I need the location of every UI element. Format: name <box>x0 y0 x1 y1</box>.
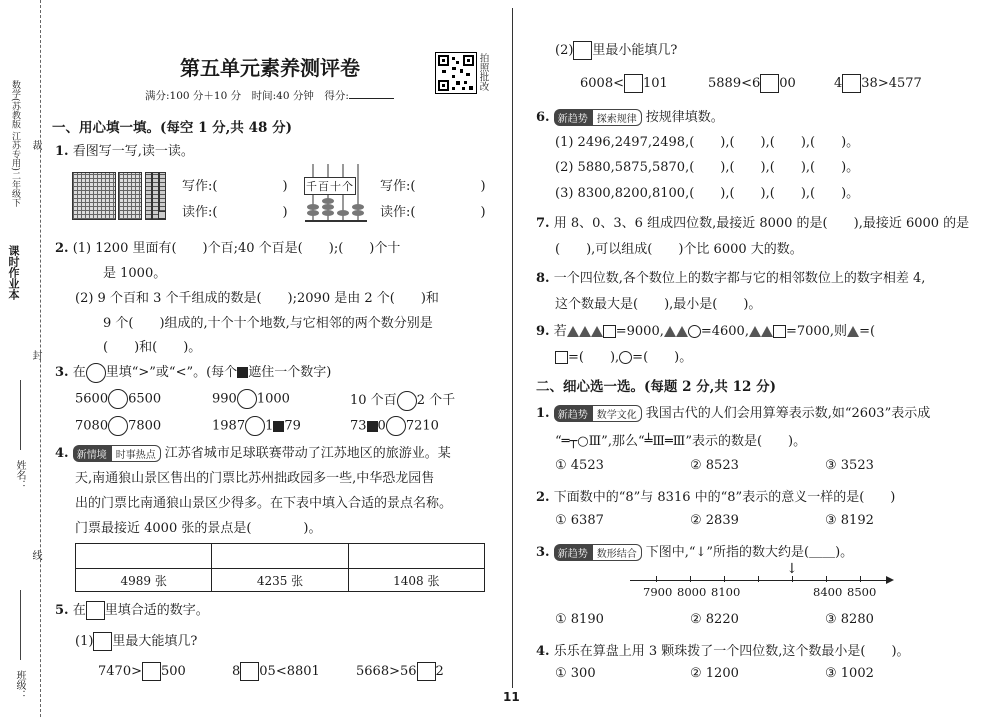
axis-label: 8000 <box>677 585 707 599</box>
answer-box[interactable] <box>417 662 436 681</box>
c2-stem: 2. 下面数中的“8”与 8316 中的“8”表示的意义一样的是( ) <box>536 490 896 505</box>
cut-label: 裁 <box>30 140 41 150</box>
binding-sidebar <box>0 0 44 717</box>
line-label: 线 <box>30 550 41 560</box>
cover-square-icon <box>237 367 248 378</box>
axis-label: 8500 <box>847 585 877 599</box>
triangle-icon <box>761 326 773 337</box>
q5-sub1-stem: (1) 里最大能填几? <box>75 634 198 649</box>
q7-line2: ( ),可以组成( )个比 6000 大的数。 <box>555 242 803 257</box>
q6-line-1: (1) 2496,2497,2498,( ),( ),( ),( )。 <box>555 135 860 150</box>
q5-sub2-item-2: 5889<6 00 <box>708 76 796 91</box>
q2-line3: (2) 9 个百和 3 个千组成的数是( );2090 是由 2 个( )和 <box>75 291 439 306</box>
seal-label: 封 <box>30 350 41 360</box>
c3-option-3[interactable]: ③ 8280 <box>825 612 874 627</box>
q3-stem: 3. 在 里填“>”或“<”。(每个 遮住一个数字) <box>55 361 331 383</box>
c1-option-3[interactable]: ③ 3523 <box>825 458 874 473</box>
answer-circle[interactable] <box>397 391 417 411</box>
q3-item-1: 5600 6500 <box>75 389 161 409</box>
triangle-icon <box>847 326 859 337</box>
answer-box[interactable] <box>760 74 779 93</box>
q4-line1: 4. 新情境 时事热点 江苏省城市足球联赛带动了江苏地区的旅游业。某 <box>55 446 451 461</box>
q1-write-1: 写作:( ) <box>182 179 288 194</box>
name-line <box>20 380 21 450</box>
attraction-cell[interactable] <box>76 544 212 569</box>
attraction-cell[interactable] <box>212 544 348 569</box>
axis-label: 7900 <box>643 585 673 599</box>
q5-sub1-item-3: 5668>56 2 <box>356 664 444 679</box>
q8-line2: 这个数最大是( ),最小是( )。 <box>555 297 762 312</box>
c3-stem: 3. 新趋势 数形结合 下图中,“↓”所指的数大约是(＿＿)。 <box>536 545 854 560</box>
triangle-icon <box>664 326 676 337</box>
qr-code-icon <box>435 52 477 94</box>
q3-item-5: 1987 1 79 <box>212 416 301 436</box>
exam-meta: 满分:100 分＋10 分 时间:40 分钟 得分: <box>145 88 394 103</box>
q4-line4: 门票最接近 4000 张的景点是( )。 <box>75 521 322 536</box>
c1-line1: 1. 新趋势 数学文化 我国古代的人们会用算筹表示数,如“2603”表示成 <box>536 406 931 421</box>
answer-circle[interactable] <box>386 416 406 436</box>
q5-stem: 5. 在 里填合适的数字。 <box>55 603 209 618</box>
c4-stem: 4. 乐乐在算盘上用 3 颗珠拨了一个四位数,这个数最小是( )。 <box>536 644 910 659</box>
answer-circle[interactable] <box>245 416 265 436</box>
answer-circle[interactable] <box>108 416 128 436</box>
answer-box[interactable] <box>842 74 861 93</box>
triangle-icon <box>567 326 579 337</box>
triangle-icon <box>579 326 591 337</box>
fold-line <box>40 0 41 717</box>
q3-item-3: 10 个百 2 个千 <box>350 389 455 411</box>
axis-label: 8100 <box>711 585 741 599</box>
q1-read-2: 读作:( ) <box>380 205 486 220</box>
q5-sub2-item-3: 4 38>4577 <box>834 76 922 91</box>
section2-heading: 二、细心选一选。(每题 2 分,共 12 分) <box>536 379 776 395</box>
class-line <box>20 590 21 660</box>
name-label: 姓名： <box>14 460 25 490</box>
c1-option-1[interactable]: ① 4523 <box>555 458 604 473</box>
tag-badge: 新趋势 数形结合 <box>554 544 642 561</box>
square-icon <box>555 351 568 364</box>
q2-line4: 9 个( )组成的,十个十个地数,与它相邻的两个数分别是 <box>103 316 433 331</box>
square-icon <box>773 325 786 338</box>
ticket-cell: 4989 张 <box>76 569 212 592</box>
tag-badge: 新趋势 探索规律 <box>554 109 642 126</box>
c4-option-2[interactable]: ② 1200 <box>690 666 739 681</box>
down-arrow-icon: ↓ <box>786 561 798 577</box>
triangle-icon <box>676 326 688 337</box>
q1-stem: 1. 看图写一写,读一读。 <box>55 144 194 159</box>
axis-label: 8400 <box>813 585 843 599</box>
q5-sub1-item-2: 8 05<8801 <box>232 664 320 679</box>
page-number: 11 <box>503 690 520 704</box>
c2-option-2[interactable]: ② 2839 <box>690 513 739 528</box>
q3-item-6: 73 0 7210 <box>350 416 439 436</box>
cover-square-icon <box>367 421 378 432</box>
table-row-tickets <box>76 569 485 592</box>
c2-option-3[interactable]: ③ 8192 <box>825 513 874 528</box>
q5-sub2-item-1: 6008< 101 <box>580 76 668 91</box>
column-divider <box>512 8 513 688</box>
tag-badge: 新趋势 数学文化 <box>554 405 642 422</box>
q3-item-2: 990 1000 <box>212 389 290 409</box>
section1-heading: 一、用心填一填。(每空 1 分,共 48 分) <box>52 120 292 136</box>
c1-line2: “═┬○Ⅲ”,那么“╧Ⅲ═Ⅲ”表示的数是( )。 <box>555 434 807 449</box>
q4-line3: 出的门票比南通狼山景区少得多。在下表中填入合适的景点名称。 <box>75 496 453 511</box>
answer-circle[interactable] <box>237 389 257 409</box>
answer-box[interactable] <box>240 662 259 681</box>
ticket-cell: 1408 张 <box>348 569 484 592</box>
q2-line2: 是 1000。 <box>103 266 167 281</box>
square-symbol-icon <box>86 601 105 620</box>
attraction-cell[interactable] <box>348 544 484 569</box>
c1-option-2[interactable]: ② 8523 <box>690 458 739 473</box>
triangle-icon <box>749 326 761 337</box>
c3-option-2[interactable]: ② 8220 <box>690 612 739 627</box>
c4-option-3[interactable]: ③ 1002 <box>825 666 874 681</box>
q3-item-4: 7080 7800 <box>75 416 161 436</box>
ticket-table <box>75 543 485 592</box>
q2-line1: 2. (1) 1200 里面有( )个百;40 个百是( );( )个十 <box>55 241 401 256</box>
q1-write-2: 写作:( ) <box>380 179 486 194</box>
table-row-attractions <box>76 544 485 569</box>
c2-option-1[interactable]: ① 6387 <box>555 513 604 528</box>
page-title: 第五单元素养测评卷 <box>180 56 360 80</box>
q5-sub2-stem: (2) 里最小能填几? <box>555 43 678 58</box>
circle-symbol-icon <box>86 363 106 383</box>
q6-line-2: (2) 5880,5875,5870,( ),( ),( ),( )。 <box>555 160 860 175</box>
square-symbol-icon <box>93 632 112 651</box>
q6-stem: 6. 新趋势 探索规律 按规律填数。 <box>536 110 724 125</box>
q8-line1: 8. 一个四位数,各个数位上的数字都与它的相邻数位上的数字相差 4, <box>536 271 926 286</box>
q9-line2: =( ), =( )。 <box>555 346 692 365</box>
q2-line5: ( )和( )。 <box>103 340 202 355</box>
q9-line1: 9. 若 =9000, =4600, =7000,则 =( <box>536 324 876 339</box>
c3-option-1[interactable]: ① 8190 <box>555 612 604 627</box>
square-icon <box>603 325 616 338</box>
circle-icon <box>688 325 701 338</box>
series-subtitle: 数学(苏教版 江苏专用)二年级下 <box>10 80 20 207</box>
triangle-icon <box>591 326 603 337</box>
answer-box[interactable] <box>142 662 161 681</box>
cover-square-icon <box>273 421 284 432</box>
q4-line2: 天,南通狼山景区售出的门票比苏州拙政园多一些,中华恐龙园售 <box>75 471 435 486</box>
c4-option-1[interactable]: ① 300 <box>555 666 596 681</box>
class-label: 班级： <box>14 670 25 700</box>
q1-read-1: 读作:( ) <box>182 205 288 220</box>
q6-line-3: (3) 8300,8200,8100,( ),( ),( ),( )。 <box>555 186 860 201</box>
ticket-cell: 4235 张 <box>212 569 348 592</box>
qr-label: 拍照批改 <box>477 53 489 91</box>
q5-sub1-item-1: 7470> 500 <box>98 664 186 679</box>
circle-icon <box>619 351 632 364</box>
answer-box[interactable] <box>624 74 643 93</box>
q7-line1: 7. 用 8、0、3、6 组成四位数,最接近 8000 的是( ),最接近 6000 的是 <box>536 216 970 231</box>
answer-circle[interactable] <box>108 389 128 409</box>
tag-badge: 新情境 时事热点 <box>73 445 161 462</box>
series-title: 课时作业本 <box>7 245 20 300</box>
abacus-place-label: 千百十个 <box>304 177 356 195</box>
square-symbol-icon <box>573 41 592 60</box>
